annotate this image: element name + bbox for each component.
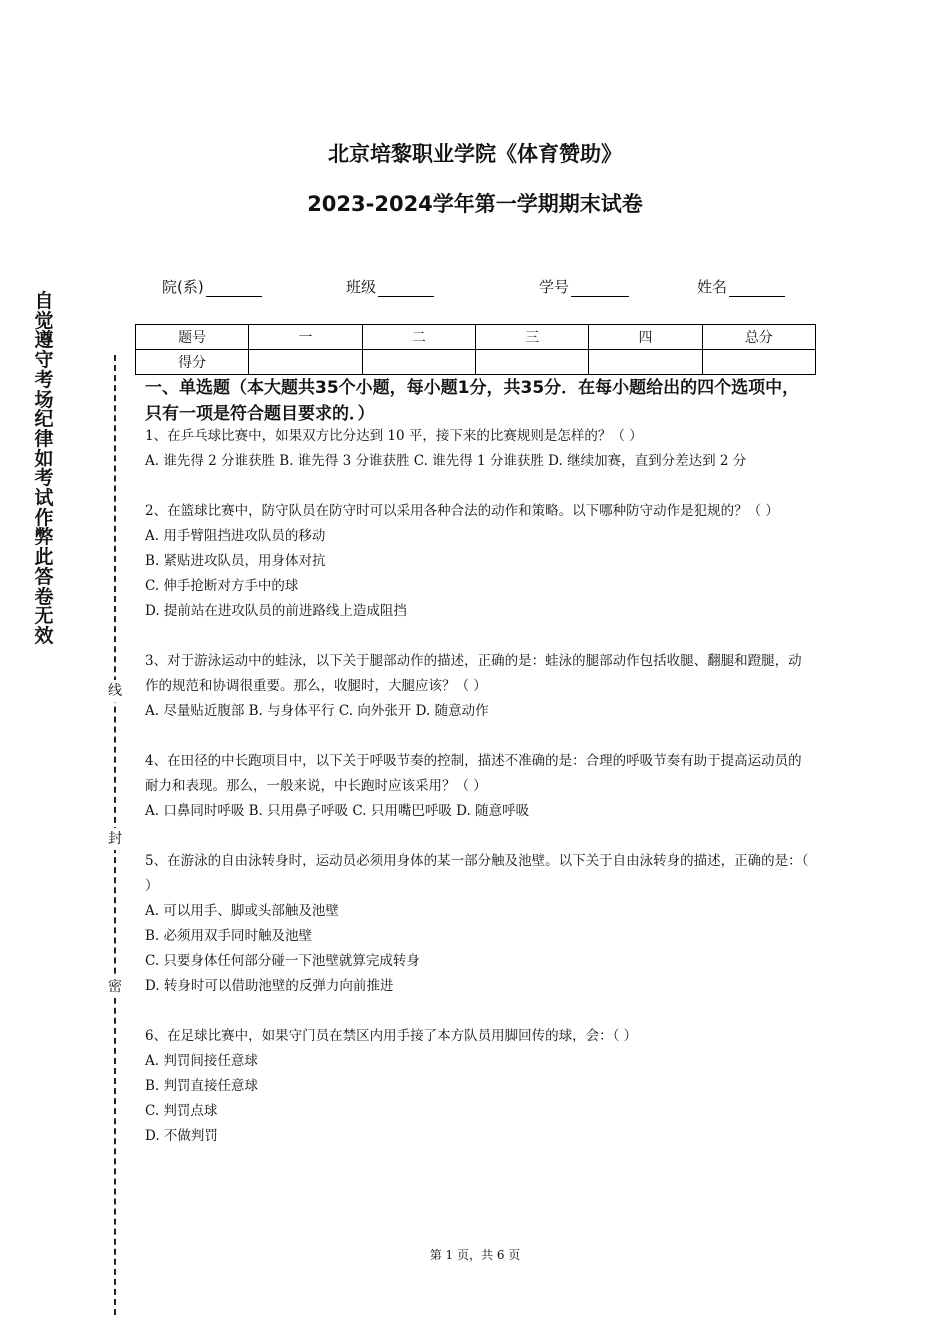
- question-option: A. 尽量贴近腹部 B. 与身体平行 C. 向外张开 D. 随意动作: [145, 703, 489, 719]
- question-option: A. 谁先得 2 分谁获胜 B. 谁先得 3 分谁获胜 C. 谁先得 1 分谁获胜 D. 继续加赛，直到分差达到 2 分: [145, 453, 747, 469]
- score-cell[interactable]: [475, 350, 588, 375]
- score-header-cell: 一: [249, 325, 362, 350]
- side-notice-char: 觉: [34, 309, 54, 332]
- score-header-cell: 四: [589, 325, 702, 350]
- question-item: [145, 1024, 813, 1149]
- score-cell[interactable]: [702, 350, 815, 375]
- student-id-label: 学号: [539, 278, 570, 296]
- name-field[interactable]: [697, 276, 785, 297]
- student-id-field[interactable]: [539, 276, 629, 297]
- question-option: D. 转身时可以借助池壁的反弹力向前推进: [145, 978, 394, 994]
- question-option: D. 不做判罚: [145, 1128, 218, 1144]
- score-table-header-row: [136, 325, 816, 350]
- question-option: C. 判罚点球: [145, 1103, 218, 1119]
- question-list: [145, 424, 813, 1174]
- question-stem: 6、在足球比赛中，如果守门员在禁区内用手接了本方队员用脚回传的球，会：（ ）: [145, 1028, 638, 1044]
- question-option: A. 口鼻同时呼吸 B. 只用鼻子呼吸 C. 只用嘴巴呼吸 D. 随意呼吸: [145, 803, 530, 819]
- question-option: A. 判罚间接任意球: [145, 1053, 258, 1069]
- score-table-score-row: [136, 350, 816, 375]
- side-notice-char: 纪: [34, 408, 54, 431]
- side-notice-char: 试: [34, 487, 54, 510]
- score-header-cell: 二: [362, 325, 475, 350]
- question-option: C. 只要身体任何部分碰一下池壁就算完成转身: [145, 953, 420, 969]
- question-option: C. 伸手抢断对方手中的球: [145, 578, 299, 594]
- question-option: B. 必须用双手同时触及池壁: [145, 928, 313, 944]
- side-notice-char: 无: [34, 605, 54, 628]
- binding-mark-dense: 密: [105, 976, 125, 998]
- question-item: [145, 649, 813, 724]
- score-cell[interactable]: [249, 350, 362, 375]
- class-field[interactable]: [346, 276, 434, 297]
- score-header-cell: 题号: [136, 325, 249, 350]
- side-notice-char: 作: [34, 506, 54, 529]
- question-item: [145, 424, 813, 474]
- question-option: A. 可以用手、脚或头部触及池壁: [145, 903, 339, 919]
- side-notice-char: 此: [34, 546, 54, 569]
- side-notice-char: 守: [34, 349, 54, 372]
- dept-field[interactable]: [162, 276, 262, 297]
- exam-title: 北京培黎职业学院《体育赞助》: [328, 142, 622, 166]
- binding-mark-line: 线: [105, 680, 125, 702]
- name-label: 姓名: [697, 278, 728, 296]
- student-info-row: [162, 276, 812, 298]
- question-stem: 4、在田径的中长跑项目中，以下关于呼吸节奏的控制，描述不准确的是：合理的呼吸节奏有助于提高运动员的耐力和表现。那么，一般来说，中长跑时应该采用？（ ）: [145, 753, 802, 794]
- question-item: [145, 749, 813, 824]
- side-notice-char: 律: [34, 427, 54, 450]
- question-item: [145, 499, 813, 624]
- score-header-cell: 总分: [702, 325, 815, 350]
- score-cell[interactable]: [362, 350, 475, 375]
- question-stem: 3、对于游泳运动中的蛙泳，以下关于腿部动作的描述，正确的是：蛙泳的腿部动作包括收腿、翻腿和蹬腿，动作的规范和协调很重要。那么，收腿时，大腿应该？（ ）: [145, 653, 802, 694]
- question-option: D. 提前站在进攻队员的前进路线上造成阻挡: [145, 603, 407, 619]
- score-table: [135, 324, 816, 375]
- score-header-cell: 三: [475, 325, 588, 350]
- side-notice-char: 遵: [34, 329, 54, 352]
- question-stem: 5、在游泳的自由泳转身时，运动员必须用身体的某一部分触及池壁。以下关于自由泳转身的描述，正确的是：（ ）: [145, 853, 809, 894]
- side-notice: [30, 292, 58, 647]
- class-label: 班级: [346, 278, 377, 296]
- side-notice-char: 考: [34, 368, 54, 391]
- side-notice-char: 场: [34, 388, 54, 411]
- question-stem: 1、在乒乓球比赛中，如果双方比分达到 10 平，接下来的比赛规则是怎样的？（ ）: [145, 428, 643, 444]
- question-option: B. 紧贴进攻队员，用身体对抗: [145, 553, 326, 569]
- side-notice-char: 考: [34, 467, 54, 490]
- section-heading: 一、单选题（本大题共35个小题，每小题1分，共35分．在每小题给出的四个选项中，只有一项是符合题目要求的．）: [145, 378, 800, 424]
- side-notice-char: 卷: [34, 585, 54, 608]
- side-notice-char: 答: [34, 565, 54, 588]
- question-option: B. 判罚直接任意球: [145, 1078, 259, 1094]
- side-notice-char: 弊: [34, 526, 54, 549]
- side-notice-char: 效: [34, 624, 54, 647]
- score-cell[interactable]: [589, 350, 702, 375]
- question-stem: 2、在篮球比赛中，防守队员在防守时可以采用各种合法的动作和策略。以下哪种防守动作是犯规的？（ ）: [145, 503, 779, 519]
- question-item: [145, 849, 813, 999]
- side-notice-char: 如: [34, 447, 54, 470]
- side-notice-char: 自: [34, 290, 54, 312]
- page-number: 第 1 页，共 6 页: [429, 1248, 521, 1262]
- dept-label: 院(系): [162, 278, 204, 296]
- exam-subtitle: 2023-2024学年第一学期期末试卷: [307, 192, 643, 216]
- question-option: A. 用手臂阻挡进攻队员的移动: [145, 528, 326, 544]
- score-row-label: 得分: [136, 350, 249, 375]
- binding-mark-seal: 封: [105, 828, 125, 850]
